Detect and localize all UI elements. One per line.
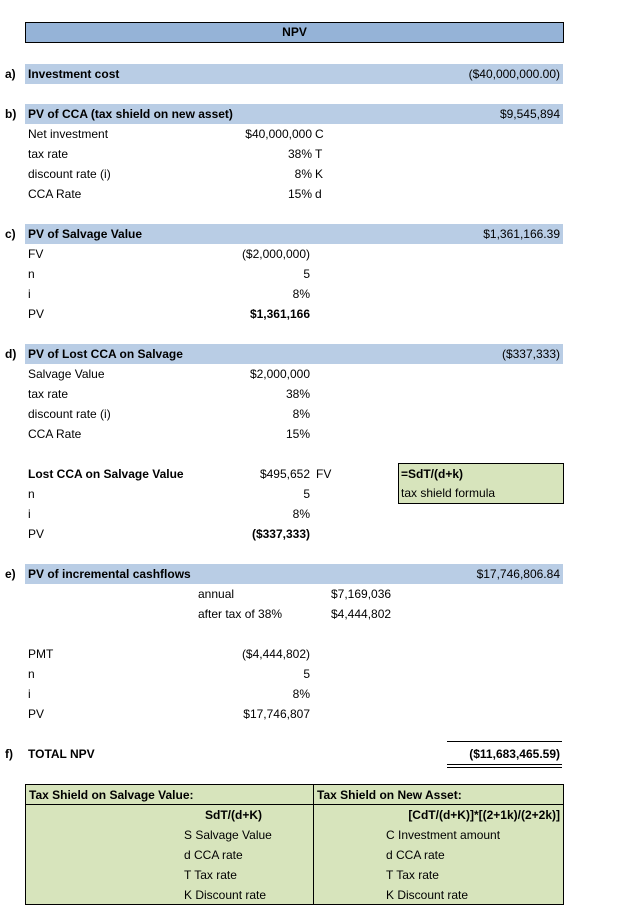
d-lost-cca-label: Lost CCA on Salvage Value <box>28 467 184 481</box>
section-b-label: PV of CCA (tax shield on new asset) <box>28 107 233 121</box>
d-row-label: tax rate <box>28 387 69 401</box>
b-row-value: 8% <box>294 167 312 181</box>
section-e-letter: e) <box>5 567 16 581</box>
b-row-value: 15% <box>287 187 312 201</box>
e-row-label: n <box>28 667 35 681</box>
d-lost-cca-symbol: FV <box>316 467 332 481</box>
legend-right-item: K Discount rate <box>386 888 469 902</box>
legend-divider <box>313 785 314 904</box>
b-row-label: CCA Rate <box>28 187 82 201</box>
e-aftertax-label: after tax of 38% <box>198 607 283 621</box>
e-row-label: PV <box>28 707 45 721</box>
legend-left-header: Tax Shield on Salvage Value: <box>29 788 194 802</box>
e-row-value: ($4,444,802) <box>241 647 310 661</box>
d-row2-value: 5 <box>303 487 310 501</box>
b-row-value: $40,000,000 <box>245 127 312 141</box>
section-b-letter: b) <box>5 107 17 121</box>
section-a-value: ($40,000,000.00) <box>468 67 560 81</box>
b-row-symbol: d <box>315 187 322 201</box>
legend-left-item: K Discount rate <box>184 888 267 902</box>
legend-left-item: d CCA rate <box>184 848 243 862</box>
total-double-underline <box>447 764 562 768</box>
section-a-letter: a) <box>5 67 16 81</box>
b-row-symbol: T <box>315 147 323 161</box>
e-annual-value: $7,169,036 <box>331 587 392 601</box>
b-row-symbol: C <box>315 127 324 141</box>
d-row-label: CCA Rate <box>28 427 82 441</box>
legend-right-item: T Tax rate <box>386 868 439 882</box>
d-row-label: Salvage Value <box>28 367 105 381</box>
d-row-value: $2,000,000 <box>249 367 310 381</box>
e-row-value: 5 <box>303 667 310 681</box>
d-pv-value: ($337,333) <box>251 527 310 541</box>
c-pv-value: $1,361,166 <box>249 307 310 321</box>
d-row2-label: PV <box>28 527 45 541</box>
c-row-label: PV <box>28 307 45 321</box>
d-row-label: discount rate (i) <box>28 407 111 421</box>
d-row2-label: n <box>28 487 35 501</box>
legend-right-item: C Investment amount <box>386 828 501 842</box>
section-e-value: $17,746,806.84 <box>476 567 560 581</box>
d-row-value: 38% <box>285 387 310 401</box>
b-row-value: 38% <box>287 147 312 161</box>
c-row-label: n <box>28 267 35 281</box>
c-row-label: i <box>28 287 31 301</box>
c-row-value: ($2,000,000) <box>241 247 310 261</box>
e-row-value: 8% <box>292 687 310 701</box>
tax-shield-formula-box <box>398 463 564 504</box>
b-row-label: tax rate <box>28 147 69 161</box>
d-row2-label: i <box>28 507 31 521</box>
c-row-value: 8% <box>292 287 310 301</box>
d-row-value: 15% <box>285 427 310 441</box>
section-e-label: PV of incremental cashflows <box>28 567 191 581</box>
c-row-value: 5 <box>303 267 310 281</box>
tax-shield-formula: =SdT/(d+k) <box>401 467 464 481</box>
section-c-value: $1,361,166.39 <box>483 227 560 241</box>
npv-title-bar <box>25 22 564 43</box>
b-row-label: Net investment <box>28 127 109 141</box>
section-f-letter: f) <box>5 747 13 761</box>
section-a-label: Investment cost <box>28 67 120 81</box>
total-top-border <box>447 741 562 742</box>
section-d-value: ($337,333) <box>501 347 560 361</box>
d-row-value: 8% <box>292 407 310 421</box>
c-row-label: FV <box>28 247 44 261</box>
section-d-letter: d) <box>5 347 17 361</box>
e-row-value: $17,746,807 <box>243 707 310 721</box>
b-row-symbol: K <box>315 167 324 181</box>
total-npv-label: TOTAL NPV <box>28 747 95 761</box>
legend-right-header: Tax Shield on New Asset: <box>317 788 462 802</box>
section-b-value: $9,545,894 <box>499 107 560 121</box>
section-c-letter: c) <box>5 227 16 241</box>
e-annual-label: annual <box>198 587 235 601</box>
section-d-label: PV of Lost CCA on Salvage <box>28 347 183 361</box>
legend-left-item: S Salvage Value <box>184 828 272 842</box>
b-row-label: discount rate (i) <box>28 167 111 181</box>
e-row-label: i <box>28 687 31 701</box>
e-aftertax-value: $4,444,802 <box>331 607 392 621</box>
formula-legend <box>25 784 564 905</box>
page-title: NPV <box>282 25 307 39</box>
d-row2-value: 8% <box>292 507 310 521</box>
section-c-label: PV of Salvage Value <box>28 227 143 241</box>
legend-left-item: T Tax rate <box>184 868 237 882</box>
total-npv-value: ($11,683,465.59) <box>469 747 560 761</box>
d-lost-cca-value: $495,652 <box>259 467 310 481</box>
legend-left-formula: SdT/(d+K) <box>205 808 262 822</box>
tax-shield-formula-note: tax shield formula <box>401 486 496 500</box>
legend-right-formula: [CdT/(d+K)]*[(2+1k)/(2+2k)] <box>408 808 560 822</box>
legend-right-item: d CCA rate <box>386 848 445 862</box>
e-row-label: PMT <box>28 647 54 661</box>
